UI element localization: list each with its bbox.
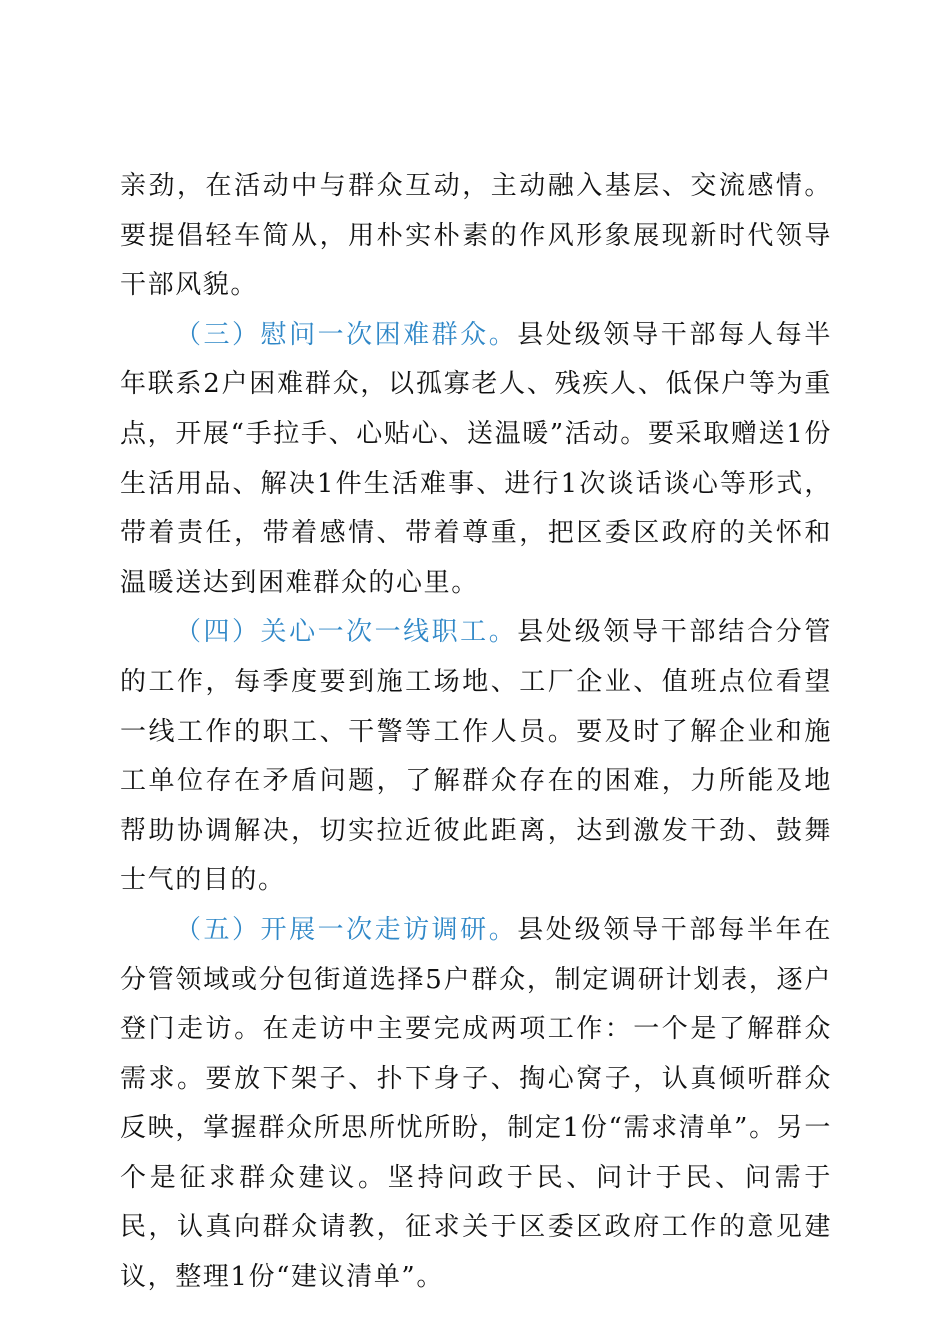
paragraph-text: 县处级领导干部每人每半年联系2户困难群众，以孤寡老人、残疾人、低保户等为重点，开展“手拉手、心贴心、送温暖”活动。要采取赠送1份生活用品、解决1件生活难事、进行1次谈话谈心等形式，带着责任，带着感情、带着尊重，把区委区政府的关怀和温暖送达到困难群众的心里。 xyxy=(120,319,832,598)
paragraph-text: 县处级领导干部每半年在分管领域或分包街道选择5户群众，制定调研计划表，逐户登门走访。在走访中主要完成两项工作：一个是了解群众需求。要放下架子、扑下身子、掏心窝子，认真倾听群众反映，掌握群众所思所忧所盼，制定1份“需求清单”。另一个是征求群众建议。坚持问政于民、问计于民、问需于民，认真向群众请教，征求关于区委区政府工作的意见建议，整理1份“建议清单”。 xyxy=(120,914,832,1293)
paragraph-continuation xyxy=(120,162,832,311)
document-body xyxy=(120,162,832,1303)
paragraph-section-3 xyxy=(120,311,832,609)
section-heading: （四）关心一次一线职工。 xyxy=(175,617,518,648)
section-heading: （五）开展一次走访调研。 xyxy=(175,914,518,945)
paragraph-text: 亲劲，在活动中与群众互动，主动融入基层、交流感情。要提倡轻车简从，用朴实朴素的作风形象展现新时代领导干部风貌。 xyxy=(120,171,832,301)
section-heading: （三）慰问一次困难群众。 xyxy=(175,319,518,350)
paragraph-section-4 xyxy=(120,608,832,906)
paragraph-section-5 xyxy=(120,906,832,1303)
paragraph-text: 县处级领导干部结合分管的工作，每季度要到施工场地、工厂企业、值班点位看望一线工作的职工、干警等工作人员。要及时了解企业和施工单位存在矛盾问题，了解群众存在的困难，力所能及地帮助协调解决，切实拉近彼此距离，达到激发干劲、鼓舞士气的目的。 xyxy=(120,617,832,896)
